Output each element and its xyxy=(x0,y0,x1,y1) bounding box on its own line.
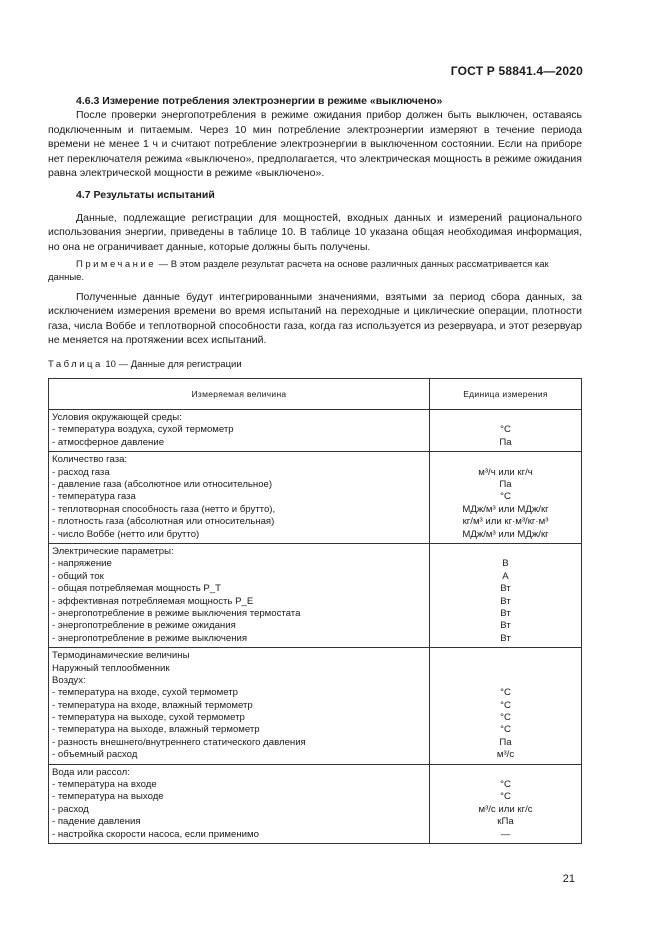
quantity-line: - общая потребляемая мощность P_T xyxy=(52,583,221,595)
quantity-line: - температура на входе, влажный термометр xyxy=(52,699,253,711)
quantity-line: - температура на входе, сухой термометр xyxy=(52,687,238,699)
unit-line: Вт xyxy=(500,607,511,619)
unit-line: м³/с xyxy=(496,749,515,761)
unit-line: Вт xyxy=(500,620,511,632)
col-header-quantity: Измеряемая величина xyxy=(49,379,430,410)
section-47-text1: Данные, подлежащие регистрации для мощностей, входных данных и измерений рационального использования энергии, приведены в таблице 10. В таблице 10 указана общая необходимая информация, но она не ограничивает данные, которые должны быть получены. xyxy=(48,211,582,253)
note xyxy=(48,258,582,284)
unit-line xyxy=(433,412,578,424)
quantity-line: - температура воздуха, сухой термометр xyxy=(52,424,234,436)
page-content xyxy=(48,94,582,844)
unit-line xyxy=(433,650,578,662)
unit-line xyxy=(433,767,578,779)
quantity-line: - разность внешнего/внутреннего статического давления xyxy=(52,736,306,748)
quantity-line: - температура газа xyxy=(52,491,136,503)
quantity-line: - расход xyxy=(52,803,89,815)
unit-line: Па xyxy=(499,436,512,448)
quantity-cell xyxy=(49,764,430,843)
quantity-line: - атмосферное давление xyxy=(52,436,165,448)
unit-cell xyxy=(430,544,582,648)
unit-line: Вт xyxy=(500,595,511,607)
unit-line: МДж/м³ или МДж/кг xyxy=(462,503,549,515)
unit-line xyxy=(433,454,578,466)
section-463-text: После проверки энергопотребления в режиме ожидания прибор должен быть выключен, оставаясь подключенным и питаемым. Через 10 мин потребление электроэнергии измеряют в течение периода времени не менее 1 ч и считают потребление электроэнергии в выключенном состоянии. Если на приборе нет переключателя режима «выключено», предполагается, что электрическая мощность в режиме ожидания равна электрической мощности в режиме «выключено». xyxy=(48,109,582,180)
unit-line: °C xyxy=(500,724,511,736)
unit-line: Вт xyxy=(500,583,511,595)
data-table xyxy=(48,378,582,844)
unit-line: °C xyxy=(500,779,511,791)
quantity-line: - плотность газа (абсолютная или относительная) xyxy=(52,516,275,528)
table-caption xyxy=(48,358,582,372)
section-47-text2: Полученные данные будут интегрированными значениями, взятыми за период сбора данных, за исключением измерения времени во время испытаний на переходные и циклические операции, плотности газа, числа Воббе и теплотворной способности газа, когда газ используется из резервуара, и этот резервуар не меняется на протяжении всех испытаний. xyxy=(48,291,582,347)
unit-line: м³/ч или кг/ч xyxy=(478,466,533,478)
table-caption-label: Таблица xyxy=(48,358,103,370)
quantity-cell xyxy=(49,410,430,452)
quantity-cell xyxy=(49,648,430,765)
page-number: 21 xyxy=(562,873,575,885)
quantity-line: - температура на выходе, сухой термометр xyxy=(52,712,245,724)
quantity-line: Воздух: xyxy=(52,674,86,686)
quantity-line: - температура на входе xyxy=(52,779,157,791)
table-row xyxy=(49,764,582,843)
unit-line: Вт xyxy=(500,632,511,644)
quantity-line: Термодинамические величины xyxy=(52,650,190,662)
document-number: ГОСТ Р 58841.4—2020 xyxy=(450,64,583,78)
unit-cell xyxy=(430,764,582,843)
unit-line: Па xyxy=(499,736,512,748)
quantity-line: - падение давления xyxy=(52,816,141,828)
note-text: — В этом разделе результат расчета на основе различных данных рассматривается как данные. xyxy=(48,259,549,284)
quantity-line: - температура на выходе xyxy=(52,791,164,803)
quantity-line: - давление газа (абсолютное или относительное) xyxy=(52,479,273,491)
quantity-line: Наружный теплообменник xyxy=(52,662,170,674)
quantity-line: - теплотворная способность газа (нетто и брутто), xyxy=(52,503,276,515)
unit-cell xyxy=(430,648,582,765)
unit-cell xyxy=(430,452,582,544)
quantity-line: - расход газа xyxy=(52,466,110,478)
unit-line: Па xyxy=(499,479,512,491)
quantity-line: - общий ток xyxy=(52,570,104,582)
quantity-line: - энергопотребление в режиме выключения термостата xyxy=(52,607,301,619)
unit-line: кПа xyxy=(497,816,514,828)
table-row xyxy=(49,648,582,765)
unit-line xyxy=(433,663,578,675)
quantity-cell xyxy=(49,544,430,648)
quantity-line: Вода или рассол: xyxy=(52,766,130,778)
quantity-cell xyxy=(49,452,430,544)
unit-line: А xyxy=(502,570,509,582)
table-row xyxy=(49,452,582,544)
unit-line: МДж/м³ или МДж/кг xyxy=(462,528,549,540)
quantity-line: - температура на выходе, влажный термометр xyxy=(52,724,260,736)
unit-cell xyxy=(430,410,582,452)
unit-line: °C xyxy=(500,491,511,503)
unit-line: — xyxy=(500,828,511,840)
quantity-line: - настройка скорости насоса, если применимо xyxy=(52,828,259,840)
col-header-unit: Единица измерения xyxy=(430,379,582,410)
quantity-line: - напряжение xyxy=(52,558,112,570)
section-463-title: 4.6.3 Измерение потребления электроэнергии в режиме «выключено» xyxy=(76,95,443,107)
unit-line: м³/с или кг/с xyxy=(478,803,533,815)
table-row xyxy=(49,410,582,452)
quantity-line: - эффективная потребляемая мощность P_E xyxy=(52,595,254,607)
table-caption-text: 10 — Данные для регистрации xyxy=(102,358,242,370)
unit-line: °C xyxy=(500,699,511,711)
quantity-line: - число Воббе (нетто или брутто) xyxy=(52,528,200,540)
unit-line: °C xyxy=(500,791,511,803)
table-body xyxy=(49,410,582,844)
unit-line: °C xyxy=(500,687,511,699)
unit-line: кг/м³ или кг·м³/кг·м³ xyxy=(462,516,549,528)
note-label: Примечание xyxy=(76,259,156,271)
table-header-row xyxy=(49,379,582,410)
section-47-title: 4.7 Результаты испытаний xyxy=(76,189,215,202)
quantity-line: Условия окружающей среды: xyxy=(52,412,182,424)
unit-line xyxy=(433,546,578,558)
quantity-line: - энергопотребление в режиме ожидания xyxy=(52,620,236,632)
quantity-line: Количество газа: xyxy=(52,454,128,466)
unit-line: В xyxy=(502,558,509,570)
unit-line: °C xyxy=(500,424,511,436)
table-row xyxy=(49,544,582,648)
quantity-line: - объемный расход xyxy=(52,749,138,761)
unit-line: °C xyxy=(500,712,511,724)
quantity-line: Электрические параметры: xyxy=(52,546,174,557)
unit-line xyxy=(433,675,578,687)
quantity-line: - энергопотребление в режиме выключения xyxy=(52,632,248,644)
